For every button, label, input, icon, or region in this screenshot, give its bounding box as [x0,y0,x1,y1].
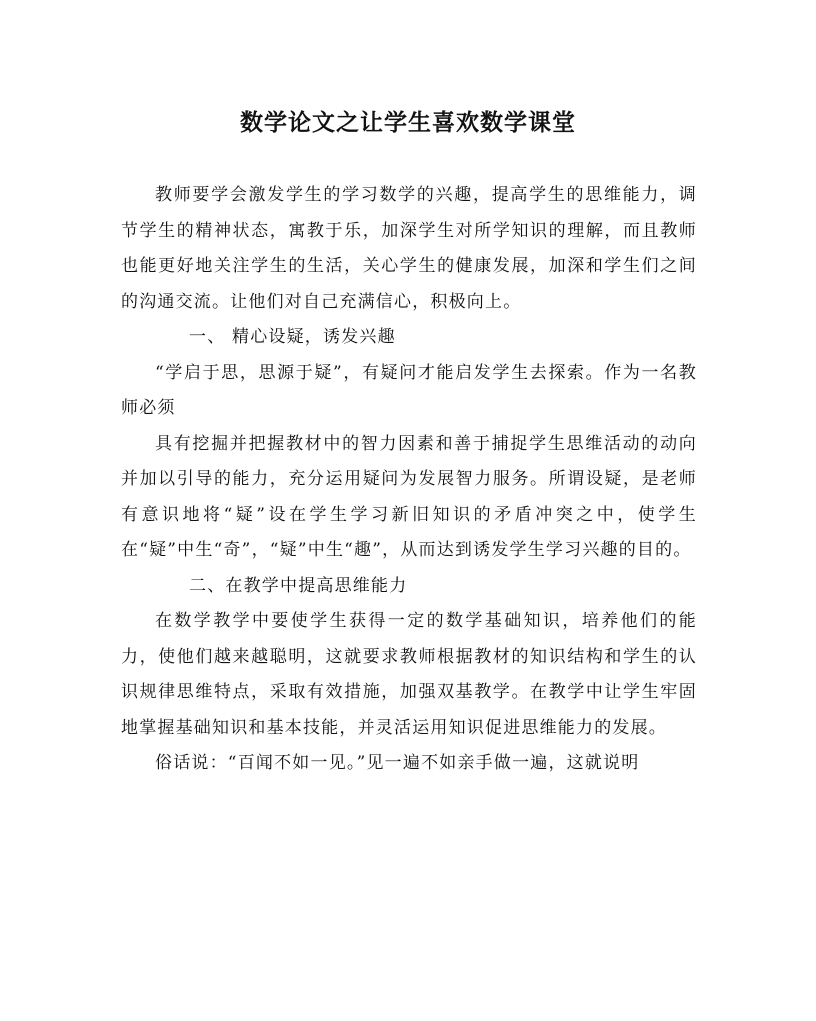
paragraph-saying: 俗话说：“百闻不如一见。”见一遍不如亲手做一遍，这就说明 [155,753,640,773]
paragraph-intro: 教师要学会激发学生的学习数学的兴趣，提高学生的思维能力，调节学生的精神状态，寓教于乐，加深学生对所学知识的理解，而且教师也能更好地关注学生的生活，关心学生的健康发展，加深和学生们之间的沟通交流。让他们对自己充满信心，积极向上。 [121,185,697,312]
section-heading-1: 一、 精心设疑，诱发兴趣 [189,327,396,347]
document-body [121,178,697,782]
paragraph-quote: “学启于思，思源于疑”，有疑问才能启发学生去探索。作为一名教师必须 [121,362,697,418]
paragraph-questioning: 具有挖掘并把握教材中的智力因素和善于捕捉学生思维活动的动向并加以引导的能力，充分运用疑问为发展智力服务。所谓设疑，是老师有意识地将“疑”设在学生学习新旧知识的矛盾冲突之中，使学生在“疑”中生“奇”，“疑”中生“趣”，从而达到诱发学生学习兴趣的目的。 [121,433,697,560]
section-heading-2: 二、在教学中提高思维能力 [189,575,408,596]
paragraph-thinking: 在数学教学中要使学生获得一定的数学基础知识，培养他们的能力，使他们越来越聪明，这就要求教师根据教材的知识结构和学生的认识规律思维特点，采取有效措施，加强双基教学。在教学中让学生牢固地掌握基础知识和基本技能，并灵活运用知识促进思维能力的发展。 [121,611,697,738]
page-title: 数学论文之让学生喜欢数学课堂 [240,109,576,136]
